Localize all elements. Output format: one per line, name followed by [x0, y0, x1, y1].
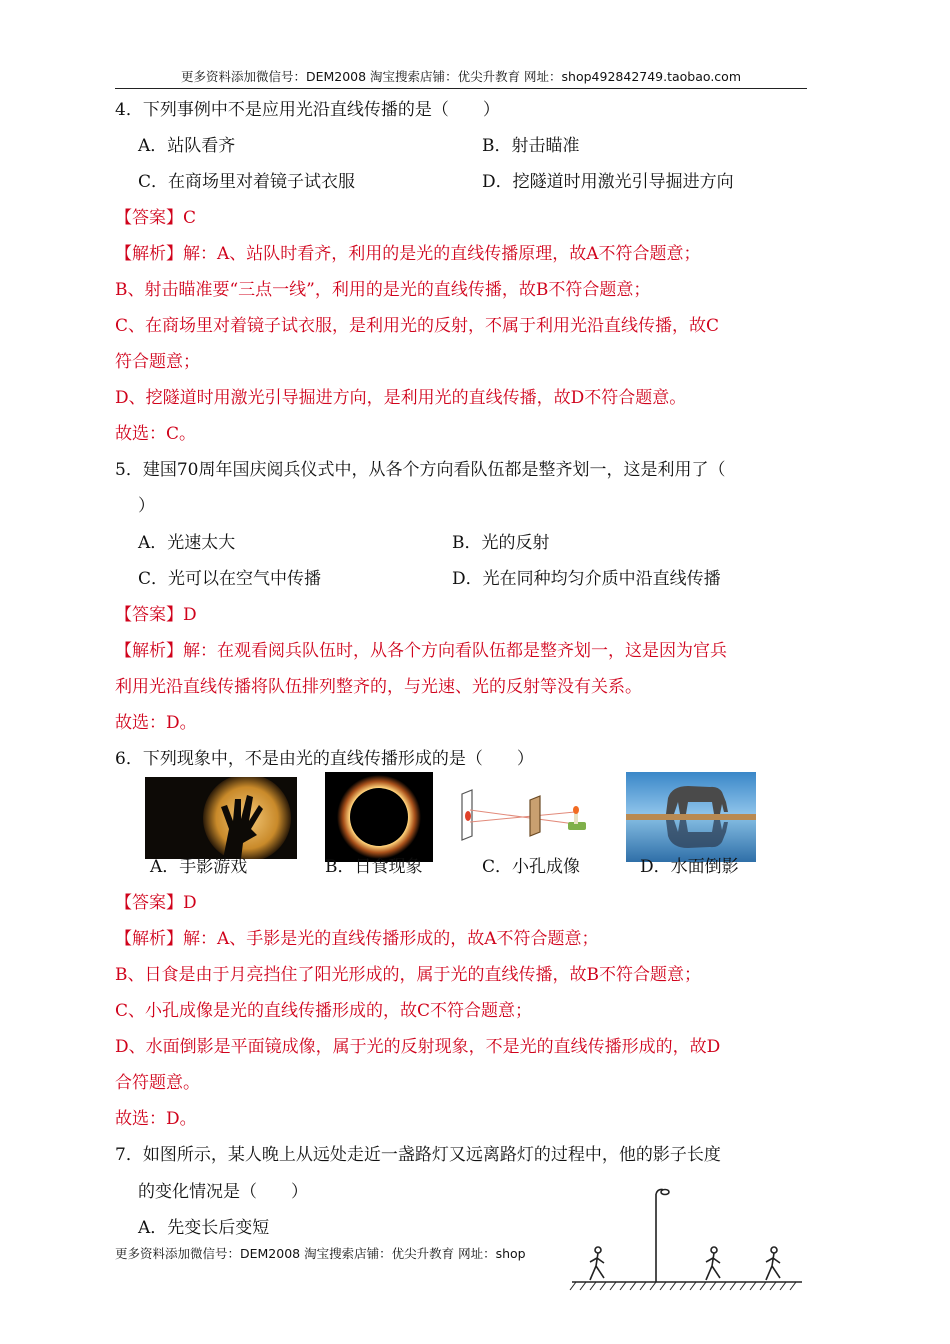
page-header: 更多资料添加微信号：DEM2008 淘宝搜索店铺：优尖升教育 网址：shop492842749.taobao.com: [115, 66, 807, 89]
q5-option-d: D．光在同种均匀介质中沿直线传播: [452, 569, 721, 589]
street-lamp-figure: [568, 1186, 808, 1296]
q4-analysis-5: D、挖隧道时用激光引导掘进方向，是利用光的直线传播，故D不符合题意。: [115, 388, 687, 408]
q5-analysis-1: [115, 639, 727, 663]
q6-analysis-4: D、水面倒影是平面镜成像，属于光的反射现象，不是光的直线传播形成的，故D: [115, 1037, 721, 1057]
walker-left: [590, 1247, 604, 1280]
q6-caption-a: A．手影游戏: [150, 857, 248, 877]
q4-option-a: A．站队看齐: [138, 136, 236, 156]
answer-tag: 【答案】: [115, 208, 183, 228]
q4-stem: 4．下列事例中不是应用光沿直线传播的是（ ）: [115, 100, 500, 120]
q6-analysis-2: B、日食是由于月亮挡住了阳光形成的，属于光的直线传播，故B不符合题意；: [115, 965, 701, 985]
q5-analysis-text-1: 解：在观看阅兵队伍时，从各个方向看队伍都是整齐划一，这是因为官兵: [183, 641, 727, 661]
q4-analysis-1: [115, 242, 701, 266]
q4-analysis-text-1: 解：A、站队时看齐，利用的是光的直线传播原理，故A不符合题意；: [183, 244, 701, 264]
q6-analysis-1: [115, 927, 599, 951]
q4-conclusion: 故选：C。: [115, 424, 197, 444]
q6-caption-b: B．日食现象: [325, 857, 423, 877]
q4-answer: C: [183, 208, 197, 228]
q4-option-b: B．射击瞄准: [482, 136, 580, 156]
pinhole-imaging-image: [460, 788, 590, 844]
answer-tag: 【答案】: [115, 605, 183, 625]
q5-option-b: B．光的反射: [452, 533, 550, 553]
q4-analysis-3: C、在商场里对着镜子试衣服，是利用光的反射，不属于利用光沿直线传播，故C: [115, 316, 720, 336]
q5-conclusion: 故选：D。: [115, 713, 197, 733]
hand-shadow-image: [145, 777, 297, 859]
walker-right: [766, 1247, 780, 1280]
q6-answer-row: [115, 891, 197, 915]
q5-stem-cont: ）: [138, 496, 155, 516]
q6-stem: 6．下列现象中，不是由光的直线传播形成的是（ ）: [115, 749, 534, 769]
q6-conclusion: 故选：D。: [115, 1109, 197, 1129]
q5-answer: D: [183, 605, 197, 625]
q4-analysis-2: B、射击瞄准要“三点一线”，利用的是光的直线传播，故B不符合题意；: [115, 280, 651, 300]
page-footer: 更多资料添加微信号：DEM2008 淘宝搜索店铺：优尖升教育 网址：shop: [115, 1246, 526, 1261]
q5-stem: 5．建国70周年国庆阅兵仪式中，从各个方向看队伍都是整齐划一，这是利用了（: [115, 460, 726, 480]
q6-answer: D: [183, 893, 197, 913]
q5-analysis-2: 利用光沿直线传播将队伍排列整齐的，与光速、光的反射等没有关系。: [115, 677, 642, 697]
answer-tag: 【答案】: [115, 893, 183, 913]
q6-caption-c: C．小孔成像: [482, 857, 581, 877]
solar-eclipse-image: [325, 772, 433, 862]
q4-answer-row: [115, 206, 196, 230]
q7-stem-cont: 的变化情况是（ ）: [138, 1182, 308, 1202]
q5-answer-row: [115, 603, 197, 627]
analysis-tag: 【解析】: [115, 244, 183, 264]
q6-analysis-text-1: 解：A、手影是光的直线传播形成的，故A不符合题意；: [183, 929, 599, 949]
q4-option-c: C．在商场里对着镜子试衣服: [138, 172, 356, 192]
q6-caption-d: D．水面倒影: [640, 857, 739, 877]
q7-stem: 7．如图所示，某人晚上从远处走近一盏路灯又远离路灯的过程中，他的影子长度: [115, 1145, 721, 1165]
analysis-tag: 【解析】: [115, 641, 183, 661]
q6-analysis-5: 合符题意。: [115, 1073, 200, 1093]
q5-option-c: C．光可以在空气中传播: [138, 569, 322, 589]
q6-analysis-3: C、小孔成像是光的直线传播形成的，故C不符合题意；: [115, 1001, 533, 1021]
q4-option-d: D．挖隧道时用激光引导掘进方向: [482, 172, 734, 192]
walker-middle: [706, 1247, 720, 1280]
q7-option-a: A．先变长后变短: [138, 1218, 270, 1238]
water-reflection-image: [626, 772, 756, 862]
analysis-tag: 【解析】: [115, 929, 183, 949]
q4-analysis-4: 符合题意；: [115, 352, 200, 372]
q5-option-a: A．光速太大: [138, 533, 236, 553]
